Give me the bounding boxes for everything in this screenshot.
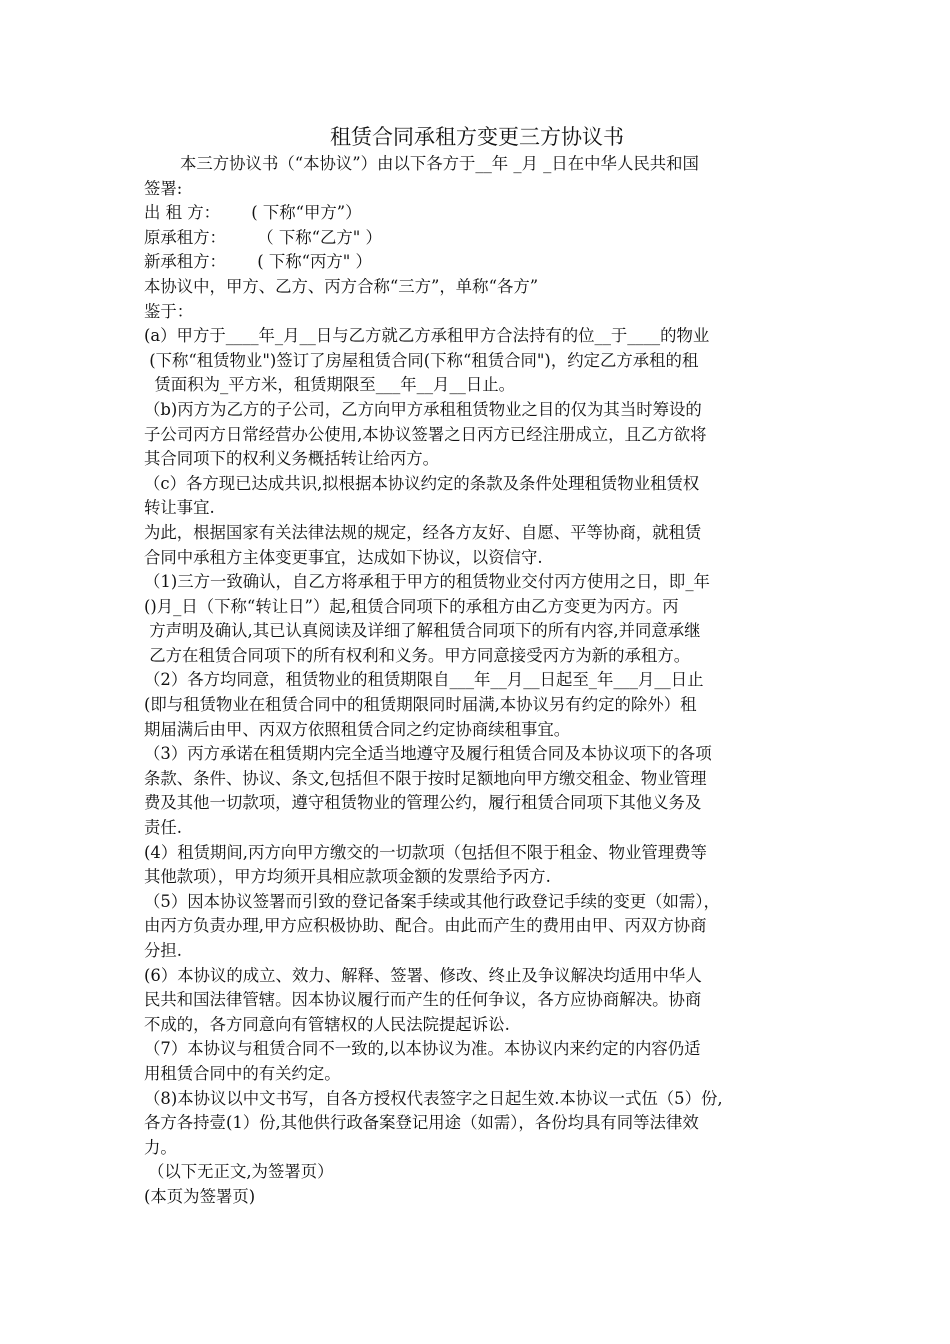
text-line: （b)丙方为乙方的子公司，乙方向甲方承租租赁物业之目的仅为其当时筹设的 bbox=[144, 399, 702, 419]
document-page bbox=[144, 122, 810, 1210]
text-line: (即与租赁物业在租赁合同中的租赁期限同时届满,本协议另有约定的除外）租 bbox=[144, 695, 697, 715]
text-line: （c）各方现已达成共识,拟根据本协议约定的条款及条件处理租赁物业租赁权 bbox=[144, 473, 700, 493]
text-line: (4）租赁期间,丙方向甲方缴交的一切款项（包括但不限于租金、物业管理费等 bbox=[144, 842, 707, 862]
text-line: 本协议中，甲方、乙方、丙方合称“三方”，单称“各方” bbox=[144, 276, 539, 296]
text-line: (a）甲方于____年_月__日与乙方就乙方承租甲方合法持有的位__于____的物业 bbox=[144, 326, 710, 346]
text-line: 费及其他一切款项，遵守租赁物业的管理公约，履行租赁合同项下其他义务及 bbox=[144, 793, 702, 813]
text-line: 新承租方： ( 下称“丙方" ） bbox=[144, 252, 372, 272]
text-line: 各方各持壹(1）份,其他供行政备案登记用途（如需），各份均具有同等法律效 bbox=[144, 1113, 699, 1133]
text-line: （3）丙方承诺在租赁期内完全适当地遵守及履行租赁合同及本协议项下的各项 bbox=[144, 744, 712, 764]
text-line: 力。 bbox=[144, 1137, 177, 1157]
text-line: （5）因本协议签署而引致的登记备案手续或其他行政登记手续的变更（如需）， bbox=[144, 891, 720, 911]
text-line: 乙方在租赁合同项下的所有权利和义务。甲方同意接受丙方为新的承租方。 bbox=[144, 645, 691, 665]
text-line: 条款、条件、协议、条文,包括但不限于按时足额地向甲方缴交租金、物业管理 bbox=[144, 768, 707, 788]
text-line: 转让事宜. bbox=[144, 498, 215, 518]
text-line: 子公司丙方日常经营办公使用,本协议签署之日丙方已经注册成立，且乙方欲将 bbox=[144, 424, 707, 444]
text-line: 出 租 方： ( 下称“甲方”） bbox=[144, 203, 362, 223]
text-line: 合同中承租方主体变更事宜，达成如下协议，以资信守. bbox=[144, 547, 543, 567]
document-title: 租赁合同承租方变更三方协议书 bbox=[330, 125, 624, 149]
text-line: 期届满后由甲、丙双方依照租赁合同之约定协商续租事宜。 bbox=[144, 719, 571, 739]
text-line: 不成的，各方同意向有管辖权的人民法院提起诉讼. bbox=[144, 1014, 510, 1034]
text-line: 由丙方负责办理,甲方应积极协助、配合。由此而产生的费用由甲、丙双方协商 bbox=[144, 916, 707, 936]
text-line: 民共和国法律管辖。因本协议履行而产生的任何争议，各方应协商解决。协商 bbox=[144, 990, 702, 1010]
text-line: 原承租方： （ 下称“乙方" ） bbox=[144, 227, 382, 247]
text-line: 其他款项），甲方均须开具相应款项金额的发票给予丙方. bbox=[144, 867, 551, 887]
text-line: (下称“租赁物业")签订了房屋租赁合同(下称“租赁合同")，约定乙方承租的租 bbox=[144, 350, 699, 370]
text-line: 为此，根据国家有关法律法规的规定，经各方友好、自愿、平等协商，就租赁 bbox=[144, 522, 702, 542]
text-line: ()月_日（下称“转让日”）起,租赁合同项下的承租方由乙方变更为丙方。丙 bbox=[144, 596, 679, 616]
text-line: (本页为签署页) bbox=[144, 1186, 256, 1206]
text-line: （8)本协议以中文书写，自各方授权代表签字之日起生效.本协议一式伍（5）份, bbox=[144, 1088, 723, 1108]
text-line: 分担. bbox=[144, 941, 182, 960]
text-line: 用租赁合同中的有关约定。 bbox=[144, 1063, 341, 1083]
text-line: 本三方协议书（“本协议”）由以下各方于__年 _月 _日在中华人民共和国 bbox=[180, 154, 699, 173]
text-line: 鉴于： bbox=[144, 301, 194, 321]
text-line: 其合同项下的权利义务概括转让给丙方。 bbox=[144, 449, 440, 469]
text-line: (6）本协议的成立、效力、解释、签署、修改、终止及争议解决均适用中华人 bbox=[144, 965, 702, 985]
text-line: （7）本协议与租赁合同不一致的,以本协议为准。本协议内来约定的内容仍适 bbox=[144, 1039, 701, 1059]
text-line: （1)三方一致确认，自乙方将承租于甲方的租赁物业交付丙方使用之日，即_年 bbox=[144, 572, 710, 592]
text-line: 方声明及确认,其已认真阅读及详细了解租赁合同项下的所有内容,并同意承继 bbox=[144, 621, 701, 641]
text-line: （以下无正文,为签署页） bbox=[148, 1162, 334, 1182]
text-line: 签署: bbox=[144, 178, 183, 198]
text-line: 责任. bbox=[144, 818, 182, 838]
text-line: 赁面积为_平方米，租赁期限至___年__月__日止。 bbox=[144, 375, 516, 395]
text-line: （2）各方均同意，租赁物业的租赁期限自___年__月__日起至_年___月__日止 bbox=[144, 670, 704, 690]
